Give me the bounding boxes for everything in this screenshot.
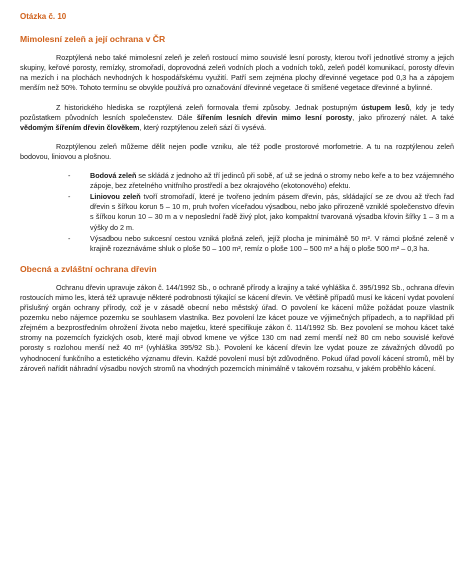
list-dash: - <box>68 171 71 181</box>
list-item-term: Bodová zeleň <box>90 171 137 181</box>
list-dash: - <box>68 192 71 202</box>
paragraph-definition: Rozptýlená nebo také mimolesní zeleň je zeleň rostoucí mimo souvislé lesní porosty, kterou tvoří jednotlivé stromy a jejich skupiny, keřové porosty, remízky, stromořadí, doprovodná zeleň vodních ploch a vodních toků, zeleň podél komunikací, porosty dřevin na mezích i na plochách nevhodných k hospodářskému využití. Patří sem zejména plochy dřevinné vegetace pod 0,3 ha a zápojem menším než 50%. Tohoto termínu se obvykle používá pro označování dřevinné vegetace či smíšené vegetace dřevinné a bylinné. <box>20 53 454 93</box>
history-bold-sireni: šířením lesních dřevin mimo lesní porosty <box>196 112 353 122</box>
greenery-type-list <box>20 171 454 254</box>
history-bold-ustup: ústupem lesů <box>361 102 410 112</box>
section-title-mimolesni: Mimolesní zeleň a její ochrana v ČR <box>20 34 166 45</box>
list-item-plosna <box>20 234 454 254</box>
list-item-text: Výsadbou nebo sukcesní cestou vzniká plošná zeleň, jejíž plocha je minimálně 50 m². V rámci plošné zeleně v krajině rozeznáváme shluk o ploše 50 – 100 m², remíz o ploše 100 – 500 m² a háj o ploše 500 m² – 0,3 ha. <box>90 233 454 253</box>
question-heading: Otázka č. 10 <box>20 12 67 21</box>
paragraph-division: Rozptýlenou zeleň můžeme dělit nejen podle vzniku, ale též podle prostorové morfometrie. A tu na rozptýlenou zeleň bodovou, liniovou a plošnou. <box>20 141 454 161</box>
list-item-bodova <box>20 171 454 191</box>
list-item-text: se skládá z jednoho až tří jedinců při sobě, ať už se jedná o stromy nebo keře a to bez vzájemného zápoje, bez zřetelného vnitřního prostředí a bez okrajového (ekotonového) efektu. <box>90 171 454 191</box>
list-dash: - <box>68 233 71 243</box>
list-item-liniova <box>20 192 454 232</box>
paragraph-protection: Ochranu dřevin upravuje zákon č. 144/1992 Sb., o ochraně přírody a krajiny a také vyhláška č. 395/1992 Sb., ochrana dřevin rostoucích mimo les, která též upravuje některé podrobnosti týkající se kácení dřevin. Ve většině případů musí ke kácení vydat povolení příslušný orgán ochrany přírody, což je v zásadě obecní nebo městský úřad. O povolení ke kácení může požádat pouze vlastník pozemku nebo nájemce pozemku se souhlasem vlastníka. Bez povolení lze kácet pouze ve výjimečných případech, a to například při zřejmém a bezprostředním ohrožení života nebo majetku, které specifikuje zákon č. 114/1992 Sb. Bez povolení se mohou kácet také stromy na pozemcích fyzických osob, které mají obvod kmene ve výšce 130 cm nad zemí menší než 80 cm nebo souvislé keřové porosty s rozlohou menší než 40 m² (vyhláška 395/92 Sb.). Povolení ke kácení dřevin lze vydat pouze ze závažných důvodů po vyhodnocení funkčního a estetického významu dřevin. Každé povolení musí být zdůvodněno. Pokud úřad povolí kácení stromů, měl by zároveň nařídit náhradní výsadbu nových stromů na vhodných pozemcích minimálně v takovém rozsahu, v jakém proběhlo kácení. <box>20 282 454 373</box>
section-title-ochrana: Obecná a zvláštní ochrana dřevin <box>20 263 157 274</box>
history-text-e: , který rozptýlenou zeleň sází či vysévá. <box>139 122 267 132</box>
list-item-text: tvoří stromořadí, které je tvořeno jedním pásem dřevin, pás, skládající se ze dvou až třech řad dřevin s šířkou korun 5 – 10 m, pruh tvořen víceřadou výsadbou, nebo jako přirozeně vzniklé společenstvo dřevin s šířkou korun 10 – 30 m a v neposlední řadě živý plot, jako kompaktní tvarovaná výsadba křovin šířky 1 – 3 m a výšky do 2 m. <box>90 192 454 232</box>
history-text-c: , kdy je tedy pozůstatkem původních lesních společenstev. Dále <box>20 102 454 122</box>
list-item-term: Liniovou zeleň <box>90 192 141 202</box>
history-text-d: , jako přirozený nálet. A také <box>352 112 454 122</box>
history-text-a: Z historického hlediska se rozptýlená zeleň formovala třemi způsoby. Jednak postupným <box>56 102 362 112</box>
history-bold-vedome: vědomým šířením dřevin člověkem <box>20 122 140 132</box>
paragraph-history <box>20 103 454 133</box>
